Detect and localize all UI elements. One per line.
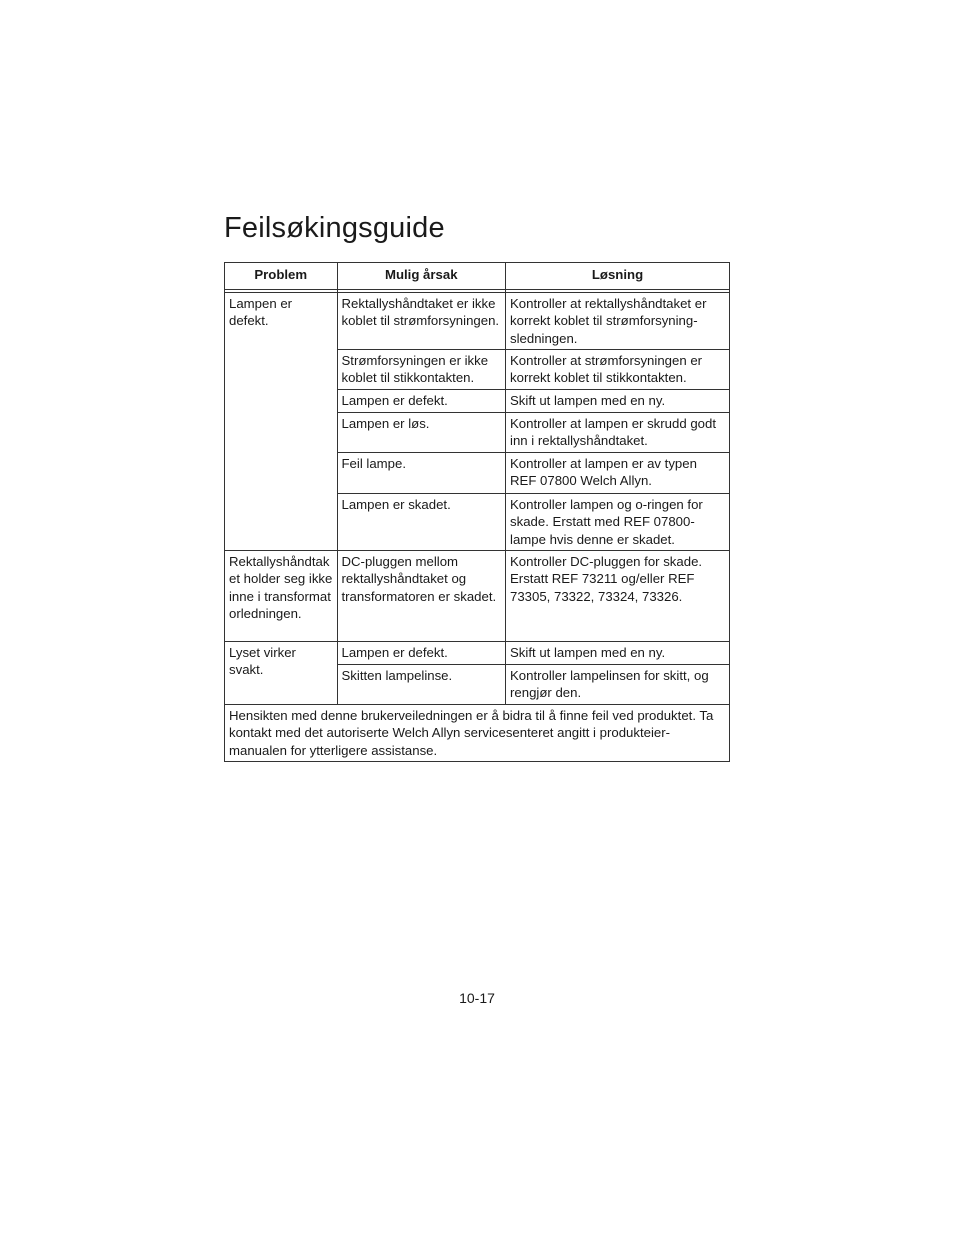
solution-cell: Skift ut lampen med en ny. [506, 390, 730, 413]
solution-cell: Kontroller at strømforsyningen er korrekt koblet til stikkontakten. [506, 350, 730, 390]
cause-cell: Lampen er defekt. [337, 390, 506, 413]
cause-cell: Skitten lampelinse. [337, 665, 506, 705]
footer-note: Hensikten med denne brukerveiledningen er å bidra til å finne feil ved produktet. Ta kontakt med det autoriserte Welch Allyn servicesenteret angitt i produkteier-manualen for ytterligere assistanse. [225, 705, 730, 762]
cause-cell: Lampen er defekt. [337, 642, 506, 665]
solution-cell: Kontroller at lampen er skrudd godt inn i rektallyshåndtaket. [506, 413, 730, 453]
problem-cell: Lyset virker svakt. [225, 642, 338, 705]
solution-cell: Kontroller DC-pluggen for skade. Erstatt REF 73211 og/eller REF 73305, 73322, 73324, 73326. [506, 551, 730, 642]
cause-cell: Lampen er løs. [337, 413, 506, 453]
table-row [225, 705, 730, 762]
solution-cell: Kontroller at lampen er av typen REF 07800 Welch Allyn. [506, 453, 730, 494]
page-title: Feilsøkingsguide [224, 212, 445, 244]
page-number: 10-17 [459, 990, 495, 1006]
table-header-row [225, 263, 730, 290]
table-row [225, 642, 730, 665]
table-row [225, 551, 730, 642]
table-row [225, 293, 730, 350]
header-cause: Mulig årsak [337, 263, 506, 290]
problem-cell: Lampen er defekt. [225, 293, 338, 551]
solution-cell: Kontroller lampelinsen for skitt, og rengjør den. [506, 665, 730, 705]
cause-cell: DC-pluggen mellom rektallyshåndtaket og transformatoren er skadet. [337, 551, 506, 642]
solution-cell: Kontroller lampen og o-ringen for skade. Erstatt med REF 07800-lampe hvis denne er skadet. [506, 494, 730, 551]
header-problem: Problem [225, 263, 338, 290]
cause-cell: Feil lampe. [337, 453, 506, 494]
cause-cell: Rektallyshåndtaket er ikke koblet til strømforsyningen. [337, 293, 506, 350]
header-solution: Løsning [506, 263, 730, 290]
solution-cell: Kontroller at rektallyshåndtaket er korrekt koblet til strømforsyning-sledningen. [506, 293, 730, 350]
solution-cell: Skift ut lampen med en ny. [506, 642, 730, 665]
problem-cell: Rektallyshåndtaket holder seg ikke inne i transformatorledningen. [225, 551, 338, 642]
cause-cell: Lampen er skadet. [337, 494, 506, 551]
troubleshooting-table [224, 262, 730, 762]
cause-cell: Strømforsyningen er ikke koblet til stikkontakten. [337, 350, 506, 390]
